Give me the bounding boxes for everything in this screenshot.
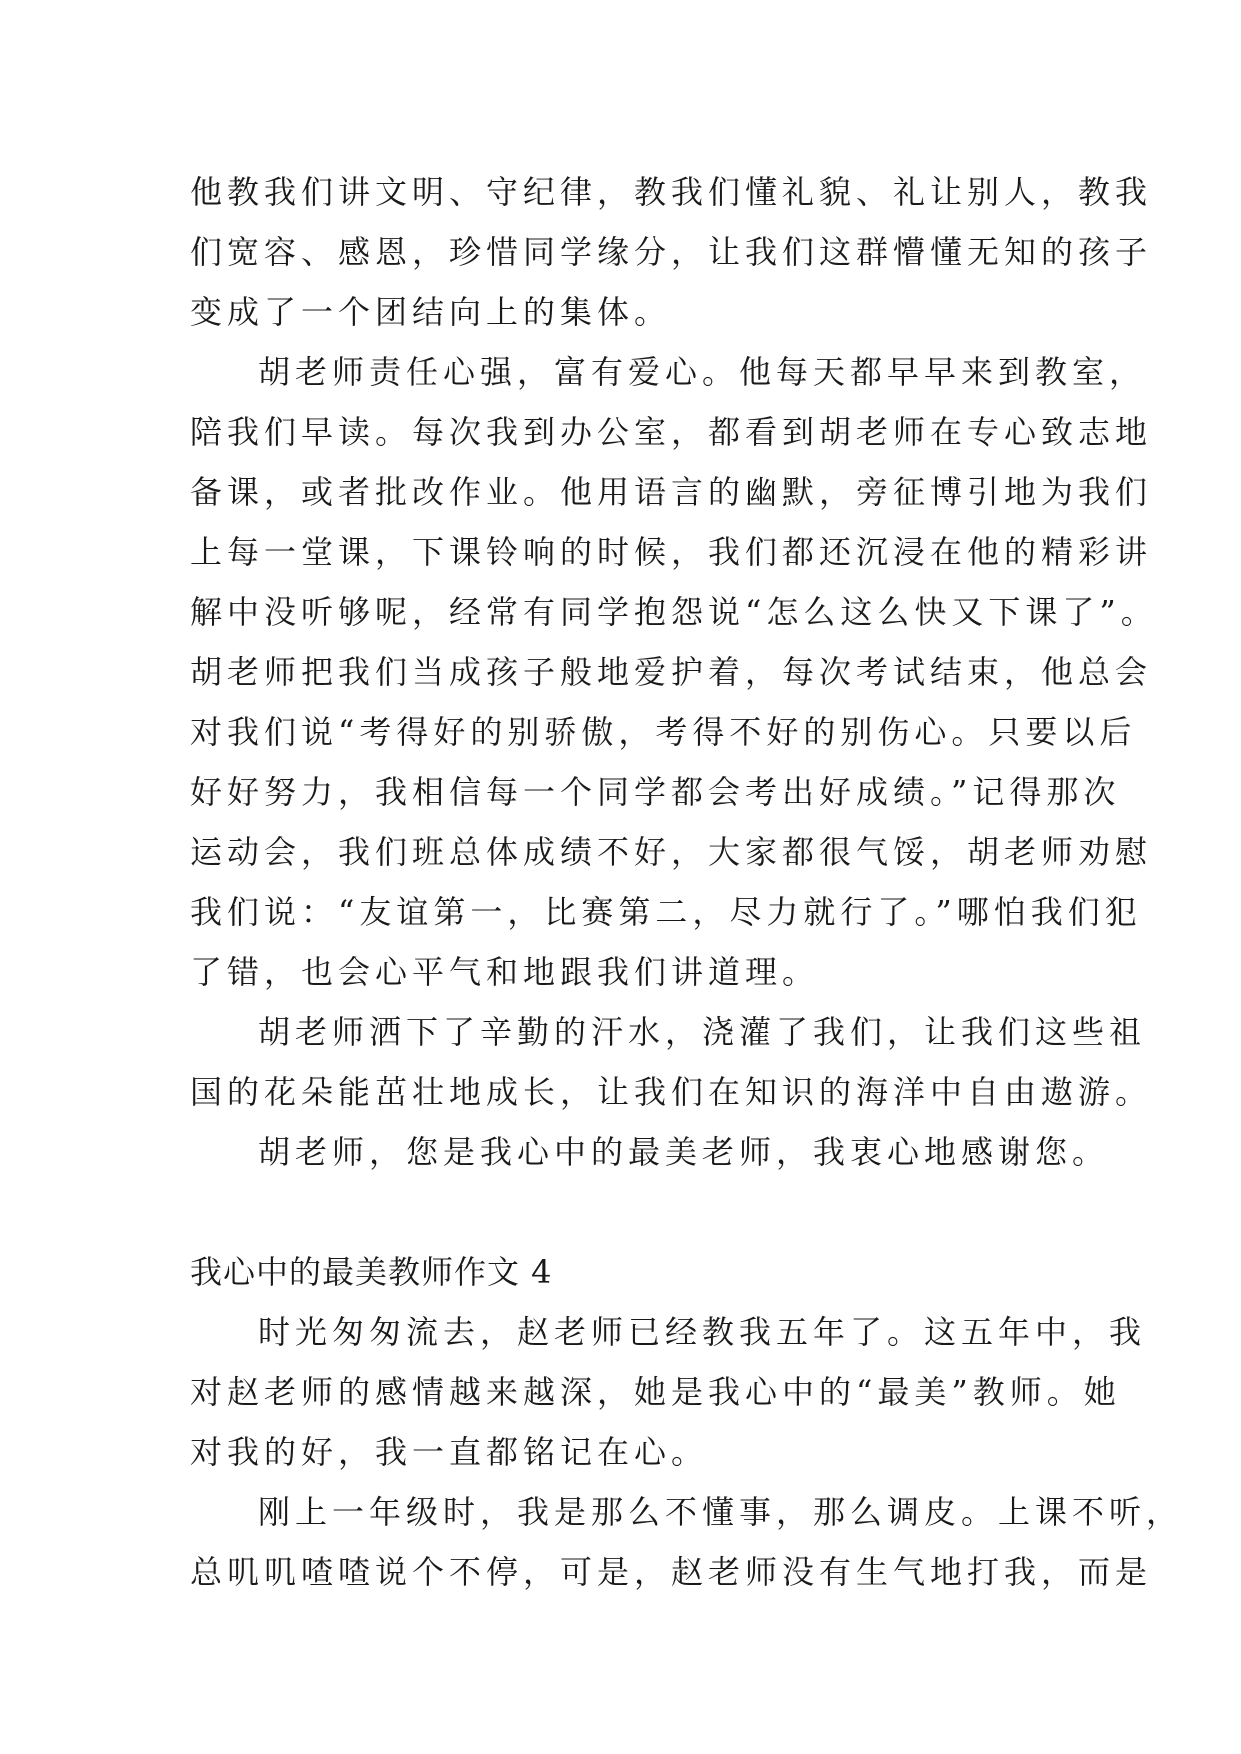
text-line: 陪我们早读。每次我到办公室，都看到胡老师在专心致志地 <box>190 413 1153 451</box>
paragraph-start-line: 时光匆匆流去，赵老师已经教我五年了。这五年中，我 <box>258 1313 1147 1351</box>
text-line: 运动会，我们班总体成绩不好，大家都很气馁，胡老师劝慰 <box>190 833 1153 871</box>
text-line: 了错，也会心平气和地跟我们讲道理。 <box>190 953 820 991</box>
section-heading: 我心中的最美教师作文 4 <box>190 1253 553 1291</box>
text-line: 们宽容、感恩，珍惜同学缘分，让我们这群懵懂无知的孩子 <box>190 233 1153 271</box>
text-line: 总叽叽喳喳说个不停，可是，赵老师没有生气地打我，而是 <box>190 1553 1153 1591</box>
text-line: 变成了一个团结向上的集体。 <box>190 293 672 331</box>
essay-text <box>190 162 1184 1602</box>
paragraph-start-line: 胡老师责任心强，富有爱心。他每天都早早来到教室， <box>258 353 1147 391</box>
text-line: 解中没听够呢，经常有同学抱怨说“怎么这么快又下课了”。 <box>190 593 1158 631</box>
text-line: 国的花朵能茁壮地成长，让我们在知识的海洋中自由遨游。 <box>190 1073 1153 1111</box>
paragraph-start-line: 胡老师，您是我心中的最美老师，我衷心地感谢您。 <box>258 1133 1110 1171</box>
text-line: 上每一堂课，下课铃响的时候，我们都还沉浸在他的精彩讲 <box>190 533 1153 571</box>
text-line: 胡老师把我们当成孩子般地爱护着，每次考试结束，他总会 <box>190 653 1153 691</box>
text-line: 备课，或者批改作业。他用语言的幽默，旁征博引地为我们 <box>190 473 1153 511</box>
text-line: 对我的好，我一直都铭记在心。 <box>190 1433 709 1471</box>
text-line: 他教我们讲文明、守纪律，教我们懂礼貌、礼让别人，教我 <box>190 173 1153 211</box>
paragraph-start-line: 胡老师洒下了辛勤的汗水，浇灌了我们，让我们这些祖 <box>258 1013 1147 1051</box>
blank-line <box>190 1182 1070 1242</box>
text-line: 对我们说“考得好的别骄傲，考得不好的别伤心。只要以后 <box>190 713 1137 751</box>
text-line: 对赵老师的感情越来越深，她是我心中的“最美”教师。她 <box>190 1373 1121 1411</box>
text-line: 我们说：“友谊第一，比赛第二，尽力就行了。”哪怕我们犯 <box>190 893 1142 931</box>
paragraph-start-line: 刚上一年级时，我是那么不懂事，那么调皮。上课不听， <box>258 1493 1184 1531</box>
text-line: 好好努力，我相信每一个同学都会考出好成绩。”记得那次 <box>190 773 1121 811</box>
